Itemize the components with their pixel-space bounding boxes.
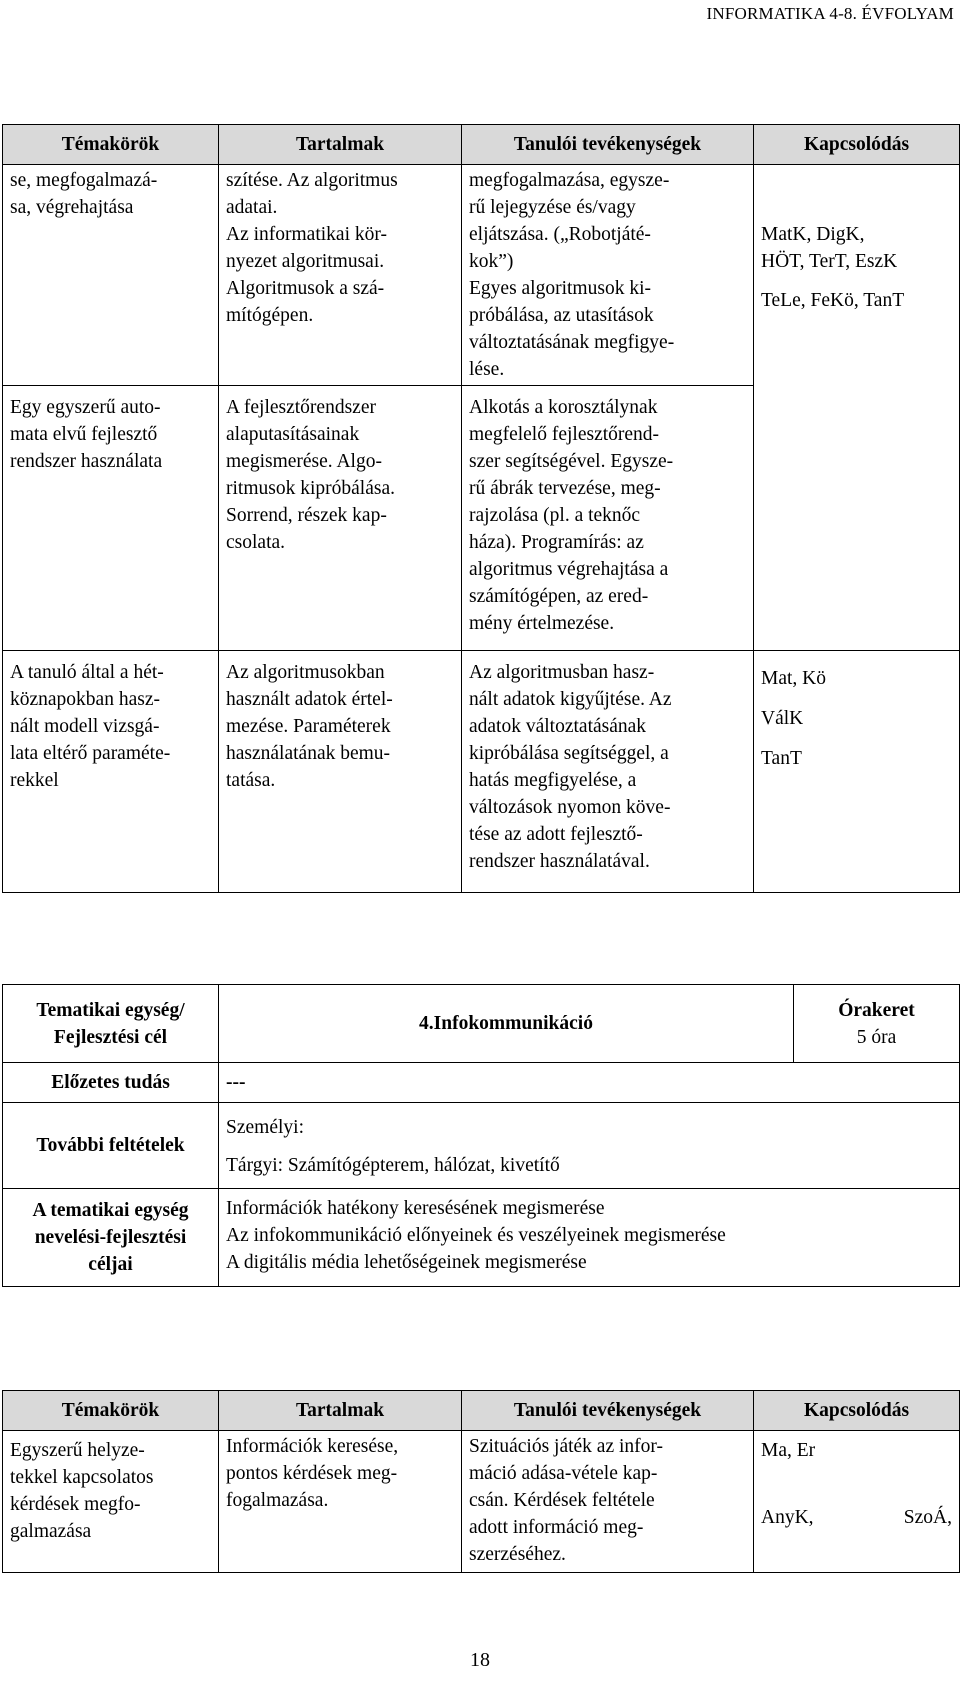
- text-line: MatK, DigK,: [761, 224, 865, 245]
- hours-value: 5 óra: [856, 1026, 897, 1048]
- text-line: Sorrend, részek kap-: [226, 505, 387, 526]
- text-line: rű lejegyzése és/vagy: [469, 197, 636, 218]
- text-line: pontos kérdések meg-: [226, 1463, 398, 1484]
- text-line: mítógépen.: [226, 305, 314, 326]
- text-line: Mat, Kö: [761, 668, 826, 689]
- hours-label: Órakeret: [838, 999, 915, 1021]
- text-line: céljai: [88, 1254, 133, 1275]
- page-header: INFORMATIKA 4-8. ÉVFOLYAM: [706, 4, 954, 23]
- conditions-material: Tárgyi: Számítógépterem, hálózat, kivetítő: [226, 1155, 560, 1176]
- text-line: eljátszása. („Robotjáté-: [469, 224, 651, 245]
- text-line: galmazása: [10, 1521, 92, 1542]
- text-line: köznapokban hasz-: [10, 689, 160, 710]
- text-line: TanT: [761, 748, 802, 769]
- text-line: rekkel: [10, 770, 59, 791]
- text-line: próbálása, az utasítások: [469, 305, 654, 326]
- table-row: [3, 1189, 960, 1287]
- text-line: adott információ meg-: [469, 1517, 644, 1538]
- activity-cell: [462, 165, 754, 386]
- text-line: VálK: [761, 708, 804, 729]
- goals-value: [219, 1189, 960, 1287]
- col-header-connections: Kapcsolódás: [754, 125, 960, 165]
- text-line: mata elvű fejlesztő: [10, 424, 158, 445]
- text-line: adatok változtatásának: [469, 716, 647, 737]
- text-line: nevelési-fejlesztési: [34, 1227, 187, 1248]
- unit-info-table: [2, 984, 960, 1287]
- table-row: [3, 1431, 960, 1573]
- curriculum-table-2: [2, 1390, 960, 1573]
- goals-label: [3, 1189, 219, 1287]
- curriculum-table-1: [2, 124, 960, 893]
- text-line: ritmusok kipróbálása.: [226, 478, 395, 499]
- text-line: rendszer használata: [10, 451, 163, 472]
- table-header-row: [3, 125, 960, 165]
- topic-cell: [3, 651, 219, 893]
- text-line: adatai.: [226, 197, 278, 218]
- text-line: Tematikai egység/: [36, 999, 185, 1021]
- text-line: TeLe, FeKö, TanT: [761, 290, 905, 311]
- text-line: fogalmazása.: [226, 1490, 329, 1511]
- table-row: [3, 1103, 960, 1189]
- text-line: tése az adott fejlesztő-: [469, 824, 643, 845]
- text-line: megfogalmazása, egysze-: [469, 170, 670, 191]
- text-line: kérdések megfo-: [10, 1494, 141, 1515]
- unit-title: [219, 985, 794, 1063]
- table-row: [3, 985, 960, 1063]
- goal-item: Információk hatékony keresésének megismerése: [226, 1198, 605, 1219]
- text-line: nyezet algoritmusai.: [226, 251, 385, 272]
- text-line: szerzéséhez.: [469, 1544, 566, 1565]
- prior-value-text: ---: [226, 1072, 246, 1093]
- text-line: megfelelő fejlesztőrend-: [469, 424, 660, 445]
- text-line: hatás megfigyelése, a: [469, 770, 637, 791]
- text-line: számítógépen, az ered-: [469, 586, 649, 607]
- connection-cell: [754, 165, 960, 651]
- page-number: 18: [470, 1649, 490, 1671]
- text-line: se, megfogalmazá-: [10, 170, 158, 191]
- col-header-contents: Tartalmak: [219, 125, 462, 165]
- topic-cell: [3, 165, 219, 386]
- text-line: A tematikai egység: [32, 1200, 189, 1221]
- content-cell: [219, 651, 462, 893]
- text-line: AnyK,: [761, 1507, 814, 1528]
- col-header-activities: Tanulói tevékenységek: [462, 1391, 754, 1431]
- connection-line: [761, 1504, 952, 1531]
- activity-cell: [462, 651, 754, 893]
- text-line: használt adatok értel-: [226, 689, 393, 710]
- activity-cell: [462, 1431, 754, 1573]
- conditions-label-text: További feltételek: [36, 1135, 185, 1156]
- topic-cell: [3, 386, 219, 651]
- text-line: nált adatok kigyűjtése. Az: [469, 689, 672, 710]
- prior-knowledge-label: [3, 1063, 219, 1103]
- unit-title-text: 4.Infokommunikáció: [419, 1013, 593, 1034]
- conditions-personal: Személyi:: [226, 1117, 304, 1138]
- text-line: tekkel kapcsolatos: [10, 1467, 154, 1488]
- prior-label-text: Előzetes tudás: [51, 1072, 170, 1093]
- text-line: HÖT, TerT, EszK: [761, 251, 898, 272]
- text-line: Ma, Er: [761, 1440, 816, 1461]
- col-header-topics: Témakörök: [3, 125, 219, 165]
- text-line: A tanuló által a hét-: [10, 662, 164, 683]
- text-line: Egyes algoritmusok ki-: [469, 278, 651, 299]
- text-line: megismerése. Algo-: [226, 451, 382, 472]
- connection-cell: [754, 1431, 960, 1573]
- col-header-topics: Témakörök: [3, 1391, 219, 1431]
- topic-cell: [3, 1431, 219, 1573]
- table-header-row: [3, 1391, 960, 1431]
- text-line: változtatásának megfigye-: [469, 332, 675, 353]
- text-line: csán. Kérdések feltétele: [469, 1490, 655, 1511]
- col-header-activities: Tanulói tevékenységek: [462, 125, 754, 165]
- text-line: Az algoritmusokban: [226, 662, 385, 683]
- text-line: Algoritmusok a szá-: [226, 278, 385, 299]
- conditions-value: [219, 1103, 960, 1189]
- goal-item: Az infokommunikáció előnyeinek és veszélyeinek megismerése: [226, 1225, 726, 1246]
- text-line: Egyszerű helyze-: [10, 1440, 145, 1461]
- text-line: máció adása-vétele kap-: [469, 1463, 658, 1484]
- text-line: szer segítségével. Egysze-: [469, 451, 674, 472]
- text-line: Alkotás a korosztálynak: [469, 397, 658, 418]
- text-line: SzoÁ,: [903, 1507, 952, 1528]
- unit-label: [3, 985, 219, 1063]
- text-line: A fejlesztőrendszer: [226, 397, 376, 418]
- text-line: mény értelmezése.: [469, 613, 615, 634]
- table-row: [3, 1063, 960, 1103]
- text-line: kipróbálása segítséggel, a: [469, 743, 669, 764]
- activity-cell: [462, 386, 754, 651]
- text-line: lata eltérő paraméte-: [10, 743, 171, 764]
- text-line: háza). Programírás: az: [469, 532, 644, 553]
- text-line: alaputasításainak: [226, 424, 360, 445]
- text-line: mezése. Paraméterek: [226, 716, 391, 737]
- text-line: nált modell vizsgá-: [10, 716, 160, 737]
- text-line: Fejlesztési cél: [53, 1026, 168, 1048]
- text-line: Az algoritmusban hasz-: [469, 662, 655, 683]
- text-line: rajzolása (pl. a teknőc: [469, 505, 641, 526]
- text-line: szítése. Az algoritmus: [226, 170, 398, 191]
- table-row: [3, 651, 960, 893]
- text-line: használatának bemu-: [226, 743, 391, 764]
- content-cell: [219, 1431, 462, 1573]
- connection-cell: [754, 651, 960, 893]
- text-line: tatása.: [226, 770, 276, 791]
- goal-item: A digitális média lehetőségeinek megismerése: [226, 1252, 587, 1273]
- col-header-contents: Tartalmak: [219, 1391, 462, 1431]
- text-line: változások nyomon köve-: [469, 797, 671, 818]
- text-line: algoritmus végrehajtása a: [469, 559, 669, 580]
- text-line: kok”): [469, 251, 514, 272]
- content-cell: [219, 165, 462, 386]
- text-line: sa, végrehajtása: [10, 197, 134, 218]
- text-line: csolata.: [226, 532, 286, 553]
- text-line: Az informatikai kör-: [226, 224, 387, 245]
- table-row: [3, 165, 960, 386]
- text-line: Szituációs játék az infor-: [469, 1436, 663, 1457]
- text-line: rendszer használatával.: [469, 851, 650, 872]
- text-line: lése.: [469, 359, 505, 380]
- hours-cell: [794, 985, 960, 1063]
- conditions-label: [3, 1103, 219, 1189]
- text-line: Információk keresése,: [226, 1436, 399, 1457]
- col-header-connections: Kapcsolódás: [754, 1391, 960, 1431]
- content-cell: [219, 386, 462, 651]
- text-line: rű ábrák tervezése, meg-: [469, 478, 661, 499]
- prior-knowledge-value: [219, 1063, 960, 1103]
- text-line: Egy egyszerű auto-: [10, 397, 161, 418]
